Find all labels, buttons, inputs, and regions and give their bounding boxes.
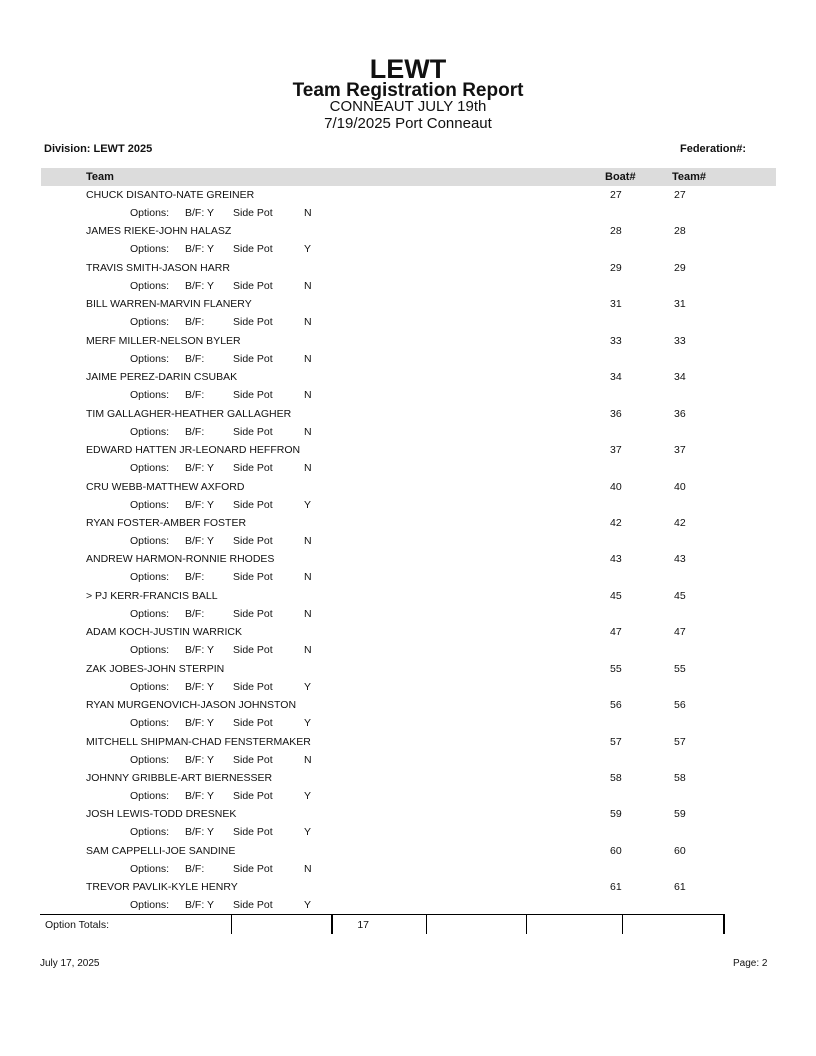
side-pot-label: Side Pot bbox=[233, 607, 273, 620]
team-entry bbox=[0, 878, 816, 914]
team-entry bbox=[0, 478, 816, 514]
options-label: Options: bbox=[130, 862, 170, 875]
bf-option: B/F: Y bbox=[185, 243, 214, 256]
team-entry bbox=[0, 623, 816, 659]
side-pot-value: Y bbox=[304, 826, 312, 839]
boat-number: 28 bbox=[610, 225, 622, 238]
boat-number: 29 bbox=[610, 261, 622, 274]
side-pot-label: Side Pot bbox=[233, 207, 273, 219]
side-pot-value: N bbox=[304, 462, 312, 475]
team-list bbox=[0, 186, 816, 915]
options-label: Options: bbox=[130, 279, 170, 292]
side-pot-value: Y bbox=[304, 243, 312, 256]
totals-divider bbox=[723, 915, 725, 934]
team-number: 56 bbox=[674, 699, 686, 712]
report-subtitle: Team Registration Report bbox=[292, 80, 524, 101]
side-pot-value: Y bbox=[304, 717, 312, 730]
team-number: 36 bbox=[674, 407, 686, 420]
side-pot-label: Side Pot bbox=[233, 790, 273, 802]
team-entry bbox=[0, 587, 816, 623]
team-name: SAM CAPPELLI-JOE SANDINE bbox=[86, 844, 236, 857]
team-name: MITCHELL SHIPMAN-CHAD FENSTERMAKER bbox=[86, 735, 311, 748]
side-pot-label: Side Pot bbox=[233, 316, 273, 329]
options-label: Options: bbox=[130, 717, 170, 730]
totals-divider bbox=[331, 915, 333, 934]
bf-option: B/F: Y bbox=[185, 207, 214, 219]
side-pot-value: N bbox=[304, 753, 312, 766]
team-entry bbox=[0, 295, 816, 331]
team-number: 33 bbox=[674, 334, 686, 347]
options-label: Options: bbox=[130, 790, 170, 802]
team-number: 37 bbox=[674, 444, 686, 457]
boat-number: 58 bbox=[610, 772, 622, 784]
side-pot-label: Side Pot bbox=[233, 680, 273, 693]
team-name: TIM GALLAGHER-HEATHER GALLAGHER bbox=[86, 407, 292, 420]
team-name: RYAN MURGENOVICH-JASON JOHNSTON bbox=[86, 699, 297, 712]
options-label: Options: bbox=[130, 462, 170, 475]
boat-number: 55 bbox=[610, 662, 622, 675]
side-pot-value: N bbox=[304, 571, 312, 584]
column-header-teamno: Team# bbox=[672, 171, 707, 183]
side-pot-label: Side Pot bbox=[233, 644, 273, 657]
team-entry bbox=[0, 405, 816, 441]
options-label: Options: bbox=[130, 607, 170, 620]
totals-divider bbox=[526, 915, 527, 934]
side-pot-label: Side Pot bbox=[233, 534, 273, 547]
side-pot-label: Side Pot bbox=[233, 571, 273, 584]
options-label: Options: bbox=[130, 207, 170, 219]
options-label: Options: bbox=[130, 644, 170, 657]
boat-number: 43 bbox=[610, 553, 622, 566]
team-entry bbox=[0, 733, 816, 769]
division-label: Division: LEWT 2025 bbox=[44, 143, 153, 155]
options-label: Options: bbox=[130, 352, 170, 365]
side-pot-label: Side Pot bbox=[233, 753, 273, 766]
totals-divider bbox=[622, 915, 623, 934]
footer-date: July 17, 2025 bbox=[40, 958, 100, 969]
boat-number: 59 bbox=[610, 808, 622, 821]
side-pot-label: Side Pot bbox=[233, 462, 273, 475]
team-number: 43 bbox=[674, 553, 686, 566]
team-entry bbox=[0, 186, 816, 222]
side-pot-label: Side Pot bbox=[233, 899, 273, 912]
side-pot-label: Side Pot bbox=[233, 717, 273, 730]
bf-option: B/F: Y bbox=[185, 826, 214, 839]
team-number: 60 bbox=[674, 844, 686, 857]
side-pot-label: Side Pot bbox=[233, 352, 273, 365]
options-label: Options: bbox=[130, 498, 170, 511]
bf-option: B/F: Y bbox=[185, 790, 214, 802]
side-pot-value: Y bbox=[304, 680, 312, 693]
bf-option: B/F: Y bbox=[185, 498, 214, 511]
boat-number: 40 bbox=[610, 480, 622, 493]
team-name: > PJ KERR-FRANCIS BALL bbox=[86, 589, 218, 602]
team-number: 55 bbox=[674, 662, 686, 675]
team-entry bbox=[0, 222, 816, 258]
totals-divider bbox=[426, 915, 427, 934]
bf-option: B/F: Y bbox=[185, 644, 214, 657]
bf-option: B/F: Y bbox=[185, 717, 214, 730]
team-name: BILL WARREN-MARVIN FLANERY bbox=[86, 298, 252, 311]
option-totals-value: 17 bbox=[357, 919, 369, 931]
team-number: 59 bbox=[674, 808, 686, 821]
team-number: 29 bbox=[674, 261, 686, 274]
side-pot-label: Side Pot bbox=[233, 425, 273, 438]
team-name: MERF MILLER-NELSON BYLER bbox=[86, 334, 241, 347]
options-label: Options: bbox=[130, 753, 170, 766]
option-totals-row bbox=[40, 914, 725, 934]
boat-number: 56 bbox=[610, 699, 622, 712]
team-number: 47 bbox=[674, 626, 686, 639]
bf-option: B/F: Y bbox=[185, 899, 214, 912]
team-entry bbox=[0, 332, 816, 368]
options-label: Options: bbox=[130, 389, 170, 402]
team-entry bbox=[0, 514, 816, 550]
side-pot-label: Side Pot bbox=[233, 862, 273, 875]
team-entry bbox=[0, 660, 816, 696]
team-number: 42 bbox=[674, 516, 686, 529]
side-pot-value: N bbox=[304, 316, 312, 329]
team-entry bbox=[0, 441, 816, 477]
team-number: 45 bbox=[674, 589, 686, 602]
side-pot-value: N bbox=[304, 534, 312, 547]
option-totals-label: Option Totals: bbox=[45, 919, 110, 931]
bf-option: B/F: bbox=[185, 425, 205, 438]
team-entry bbox=[0, 368, 816, 404]
options-label: Options: bbox=[130, 243, 170, 256]
column-header-team: Team bbox=[86, 171, 114, 183]
boat-number: 37 bbox=[610, 444, 622, 457]
event-name: CONNEAUT JULY 19th bbox=[329, 98, 487, 115]
side-pot-label: Side Pot bbox=[233, 826, 273, 839]
side-pot-label: Side Pot bbox=[233, 243, 273, 256]
column-header-boat: Boat# bbox=[605, 171, 636, 183]
options-label: Options: bbox=[130, 425, 170, 438]
bf-option: B/F: bbox=[185, 862, 205, 875]
side-pot-label: Side Pot bbox=[233, 279, 273, 292]
side-pot-value: N bbox=[304, 207, 312, 219]
side-pot-value: Y bbox=[304, 899, 312, 912]
boat-number: 57 bbox=[610, 735, 622, 748]
team-number: 34 bbox=[674, 371, 686, 384]
options-label: Options: bbox=[130, 316, 170, 329]
footer-page-number: Page: 2 bbox=[733, 958, 768, 969]
side-pot-value: Y bbox=[304, 790, 312, 802]
team-number: 27 bbox=[674, 189, 686, 201]
side-pot-value: N bbox=[304, 425, 312, 438]
team-entry bbox=[0, 769, 816, 805]
event-date-location: 7/19/2025 Port Conneaut bbox=[324, 115, 492, 132]
team-name: ADAM KOCH-JUSTIN WARRICK bbox=[86, 626, 242, 639]
team-name: EDWARD HATTEN JR-LEONARD HEFFRON bbox=[86, 444, 301, 457]
team-entry bbox=[0, 259, 816, 295]
boat-number: 33 bbox=[610, 334, 622, 347]
options-label: Options: bbox=[130, 826, 170, 839]
bf-option: B/F: bbox=[185, 571, 205, 584]
options-label: Options: bbox=[130, 571, 170, 584]
team-entry bbox=[0, 842, 816, 878]
options-label: Options: bbox=[130, 899, 170, 912]
team-name: ZAK JOBES-JOHN STERPIN bbox=[86, 662, 225, 675]
side-pot-value: N bbox=[304, 644, 312, 657]
team-name: TRAVIS SMITH-JASON HARR bbox=[86, 261, 230, 274]
boat-number: 60 bbox=[610, 844, 622, 857]
team-name: CHUCK DISANTO-NATE GREINER bbox=[86, 189, 255, 201]
team-name: TREVOR PAVLIK-KYLE HENRY bbox=[86, 881, 238, 894]
team-name: JAIME PEREZ-DARIN CSUBAK bbox=[86, 371, 238, 384]
bf-option: B/F: Y bbox=[185, 462, 214, 475]
side-pot-value: N bbox=[304, 862, 312, 875]
boat-number: 34 bbox=[610, 371, 622, 384]
boat-number: 45 bbox=[610, 589, 622, 602]
boat-number: 42 bbox=[610, 516, 622, 529]
team-entry bbox=[0, 550, 816, 586]
options-label: Options: bbox=[130, 534, 170, 547]
report-title: LEWT bbox=[369, 54, 447, 84]
bf-option: B/F: bbox=[185, 316, 205, 329]
team-entry bbox=[0, 696, 816, 732]
side-pot-label: Side Pot bbox=[233, 389, 273, 402]
federation-label: Federation#: bbox=[680, 143, 747, 155]
bf-option: B/F: Y bbox=[185, 534, 214, 547]
team-name: ANDREW HARMON-RONNIE RHODES bbox=[86, 553, 275, 566]
boat-number: 36 bbox=[610, 407, 622, 420]
options-label: Options: bbox=[130, 680, 170, 693]
bf-option: B/F: bbox=[185, 389, 205, 402]
team-name: JOHNNY GRIBBLE-ART BIERNESSER bbox=[86, 772, 273, 784]
column-header-bar bbox=[41, 168, 776, 186]
side-pot-value: N bbox=[304, 279, 312, 292]
side-pot-label: Side Pot bbox=[233, 498, 273, 511]
bf-option: B/F: Y bbox=[185, 680, 214, 693]
team-number: 57 bbox=[674, 735, 686, 748]
team-name: RYAN FOSTER-AMBER FOSTER bbox=[86, 516, 247, 529]
team-entry bbox=[0, 805, 816, 841]
boat-number: 31 bbox=[610, 298, 622, 311]
team-number: 28 bbox=[674, 225, 686, 238]
boat-number: 27 bbox=[610, 189, 622, 201]
side-pot-value: N bbox=[304, 389, 312, 402]
team-number: 58 bbox=[674, 772, 686, 784]
team-name: CRU WEBB-MATTHEW AXFORD bbox=[86, 480, 245, 493]
boat-number: 61 bbox=[610, 881, 622, 894]
side-pot-value: N bbox=[304, 352, 312, 365]
team-name: JAMES RIEKE-JOHN HALASZ bbox=[86, 225, 232, 238]
side-pot-value: N bbox=[304, 607, 312, 620]
bf-option: B/F: bbox=[185, 352, 205, 365]
bf-option: B/F: Y bbox=[185, 279, 214, 292]
boat-number: 47 bbox=[610, 626, 622, 639]
team-number: 31 bbox=[674, 298, 686, 311]
team-name: JOSH LEWIS-TODD DRESNEK bbox=[86, 808, 237, 821]
side-pot-value: Y bbox=[304, 498, 312, 511]
bf-option: B/F: bbox=[185, 607, 205, 620]
totals-divider bbox=[231, 915, 232, 934]
team-number: 40 bbox=[674, 480, 686, 493]
bf-option: B/F: Y bbox=[185, 753, 214, 766]
team-number: 61 bbox=[674, 881, 686, 894]
